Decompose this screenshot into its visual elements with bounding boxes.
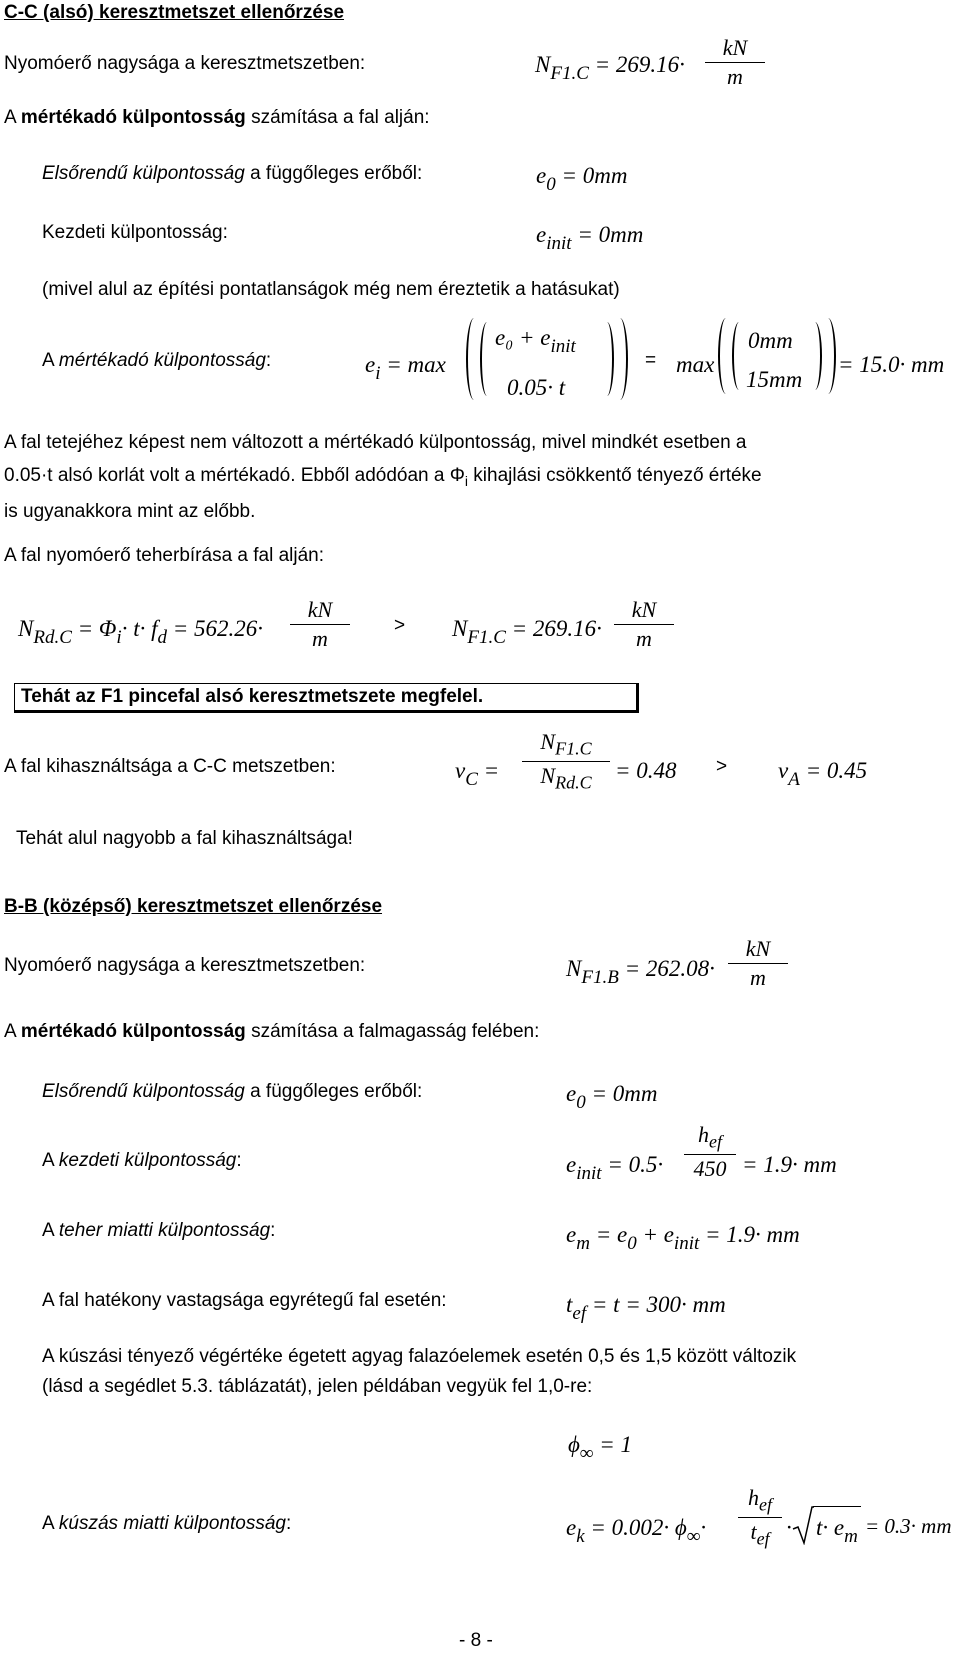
max-label: max [676, 352, 715, 377]
kihasznaltsag-label: A fal kihasználtsága a C-C metszetben: [4, 756, 336, 777]
ek-value: = 0.3· mm [865, 1514, 952, 1538]
ei-row2: 0.05· t [507, 375, 566, 400]
tef-formula: $t_{ef} = t = 300\cdot$ mm [566, 1292, 726, 1324]
nf1b-formula: $N_{F1.B} = 262.08\cdot$ [566, 956, 715, 988]
tef-label: A fal hatékony vastagsága egyrétegű fal esetén: [42, 1290, 447, 1311]
kuszasi-line2: (lásd a segédlet 5.3. táblázatát), jelen példában vegyük fel 1,0-re: [42, 1376, 593, 1397]
einit-formula-bb: $e_{init} = 0.5\cdot$ [566, 1152, 664, 1184]
ek-formula: $e_k = 0.002\cdot \phi_\infty\cdot$ [566, 1515, 707, 1547]
section-title-bb: B-B (középső) keresztmetszet ellenőrzése [4, 896, 383, 917]
elsorendu-label: Elsőrendű külpontosság a függőleges erőből: [42, 163, 423, 184]
gt-sign-1: > [394, 615, 406, 636]
paren-right-outer-2 [820, 318, 836, 394]
nf1c-formula-2: $N_{F1.C} = 269.16\cdot$ [452, 616, 602, 648]
unit-knm-4: $\frac{kN}{m}$ [728, 937, 788, 990]
nyomoero-label-bb: Nyomóerő nagysága a keresztmetszetben: [4, 955, 366, 976]
sqrt-bar [813, 1506, 861, 1507]
ek-dot2: · [786, 1515, 792, 1540]
page-number: - 8 - [459, 1630, 493, 1651]
paren-right-outer-1 [612, 318, 628, 400]
ei-result: = 15.0· mm [838, 352, 945, 377]
nu-value: = 0.48 [615, 758, 677, 783]
paren-left-inner-1 [480, 322, 494, 396]
nu-c: $\nu_C$ = [455, 758, 500, 790]
ek-sqrt-content: $t\cdot e_m$ [816, 1515, 858, 1547]
para1-line3: is ugyanakkora mint az előbb. [4, 501, 256, 522]
unit-knm-2: $\frac{kN}{m}$ [290, 598, 350, 651]
conclusion-box: Tehát az F1 pincefal alsó keresztmetszete megfelel. [14, 683, 639, 713]
ek-fraction: $h_{ef}$ $t_{ef}$ [738, 1486, 782, 1549]
einit-formula: $e_{init} = 0mm$ [536, 222, 644, 254]
kezdeti-label-bb: A kezdeti külpontosság: [42, 1150, 242, 1171]
unit-knm-3: $\frac{kN}{m}$ [614, 598, 674, 651]
em-formula: $e_m = e_0 + e_{init} = 1.9\cdot$ mm [566, 1222, 800, 1254]
nf1c-formula: $N_{F1.C} = 269.16\cdot$ [535, 52, 685, 84]
kuszasi-line1: A kúszási tényező végértéke égetett agyag falazóelemek esetén 0,5 és 1,5 között változik [42, 1346, 797, 1367]
m-row2: 15mm [746, 367, 803, 392]
sqrt-icon [792, 1505, 814, 1545]
nu-a: $\nu_A = 0.45$ [778, 758, 868, 790]
mertekado-heading-bb: A mértékadó külpontosság számítása a falmagasság felében: [4, 1021, 540, 1042]
kuszas-label: A kúszás miatti külpontosság: [42, 1513, 292, 1534]
kezdeti-label: Kezdeti külpontosság: [42, 222, 228, 243]
phi-formula: $\phi_\infty = 1$ [568, 1432, 632, 1464]
e0-formula: $e_0 = 0mm$ [536, 163, 628, 195]
teher-label: A teher miatti külpontosság: [42, 1220, 276, 1241]
section-title-cc: C-C (alsó) keresztmetszet ellenőrzése [4, 2, 345, 23]
paren-left-inner-2 [732, 322, 746, 390]
einit-fraction: $h_{ef}$ 450 [684, 1123, 736, 1181]
note-text: (mivel alul az építési pontatlanságok még nem éreztetik a hatásukat) [42, 279, 620, 300]
nu-fraction: $N_{F1.C}$ $N_{Rd.C}$ [522, 730, 610, 793]
m-row1: 0mm [748, 328, 793, 353]
mertekado-heading: A mértékadó külpontosság számítása a fal alján: [4, 107, 430, 128]
teherbiras-label: A fal nyomóerő teherbírása a fal alján: [4, 545, 325, 566]
unit-knm-1: $\frac{kN}{m}$ [705, 36, 765, 89]
para1-line1: A fal tetejéhez képest nem változott a mértékadó külpontosság, mivel mindkét esetben a [4, 432, 747, 453]
einit-value-bb: = 1.9· mm [742, 1152, 837, 1177]
gt-sign-2: > [716, 756, 728, 777]
para1-line2: 0.05·t alsó korlát volt a mértékadó. Ebből adódóan a $\Phi_i$ kihajlási csökkentő tényező értéke [4, 465, 762, 489]
e0-formula-bb: $e_0 = 0mm$ [566, 1081, 658, 1113]
nyomoero-label: Nyomóerő nagysága a keresztmetszetben: [4, 53, 366, 74]
elsorendu-label-bb: Elsőrendű külpontosság a függőleges erőből: [42, 1081, 423, 1102]
ei-row1: $e_0 + e_{init}$ [495, 325, 576, 357]
ei-formula: $e_i = \max$ [365, 352, 446, 384]
tehat-alul: Tehát alul nagyobb a fal kihasználtsága! [16, 828, 353, 849]
nrd-formula: $N_{Rd.C} = \Phi_i\cdot t\cdot f_d = 562.26\cdot$ [18, 616, 263, 648]
eq-sign: = [645, 350, 657, 371]
mk-label: A mértékadó külpontosság: [42, 350, 272, 371]
